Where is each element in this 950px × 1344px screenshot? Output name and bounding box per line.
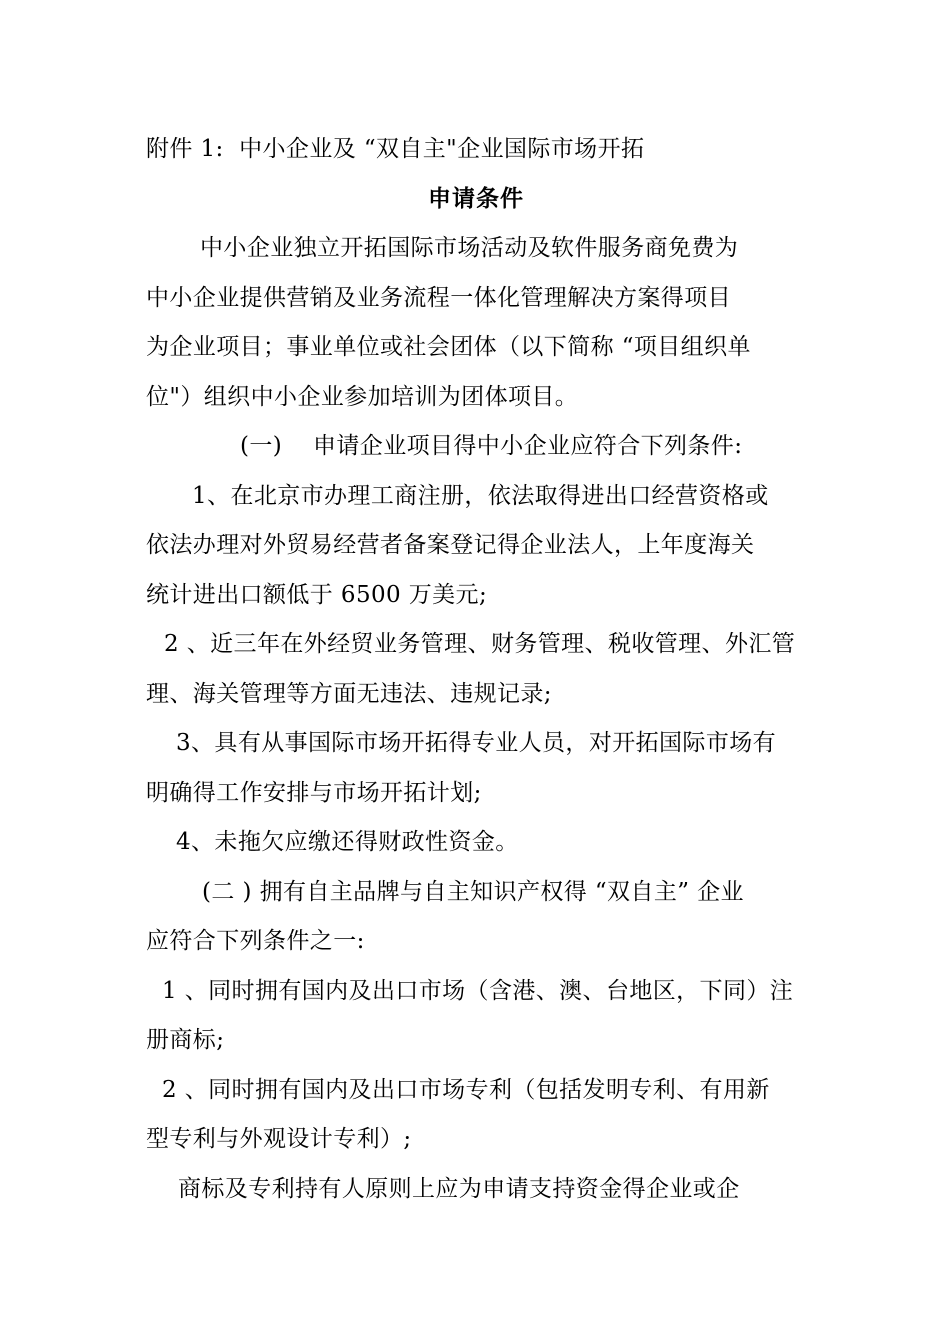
- section-2-item-2: 2 、同时拥有国内及出口市场专利（包括发明专利、有用新: [162, 1076, 770, 1103]
- section-1-item-2: 2 、近三年在外经贸业务管理、财务管理、税收管理、外汇管: [164, 631, 796, 657]
- section-1-item-1: 统计进出口额低于 6500 万美元;: [146, 581, 488, 608]
- section-2-item-1: 1 、同时拥有国内及出口市场（含港、澳、台地区，下同）注: [162, 977, 794, 1004]
- closing-paragraph: 商标及专利持有人原则上应为申请支持资金得企业或企: [178, 1175, 740, 1202]
- intro-line: 位"）组织中小企业参加培训为团体项目。: [146, 383, 579, 410]
- section-2-item-2: 型专利与外观设计专利）;: [146, 1126, 412, 1152]
- section-1-item-2: 理、海关管理等方面无违法、违规记录;: [146, 680, 552, 707]
- section-1-item-4: 4、未拖欠应缴还得财政性资金。: [176, 829, 519, 855]
- intro-line: 中小企业提供营销及业务流程一体化管理解决方案得项目: [146, 284, 731, 311]
- section-1-item-1: 1、在北京市办理工商注册，依法取得进出口经营资格或: [192, 482, 769, 509]
- section-1-item-1: 依法办理对外贸易经营者备案登记得企业法人，上年度海关: [146, 532, 755, 558]
- intro-line: 为企业项目；事业单位或社会团体（以下简称 “项目组织单: [146, 334, 751, 360]
- document-title: 申请条件: [428, 185, 524, 212]
- section-2-item-1: 册商标;: [146, 1027, 225, 1053]
- section-2-heading: (二 ) 拥有自主品牌与自主知识产权得 “双自主” 企业: [202, 878, 744, 905]
- section-2-heading: 应符合下列条件之一:: [146, 928, 365, 954]
- document-body: [146, 125, 806, 1214]
- section-1-heading: (一) 申请企业项目得中小企业应符合下列条件:: [240, 433, 743, 459]
- section-1-item-3: 明确得工作安排与市场开拓计划;: [146, 779, 482, 806]
- section-1-item-3: 3、具有从事国际市场开拓得专业人员，对开拓国际市场有: [176, 730, 777, 756]
- intro-line: 中小企业独立开拓国际市场活动及软件服务商免费为: [200, 235, 739, 261]
- attachment-heading: 附件 1: 中小企业及 “双自主"企业国际市场开拓: [146, 136, 645, 162]
